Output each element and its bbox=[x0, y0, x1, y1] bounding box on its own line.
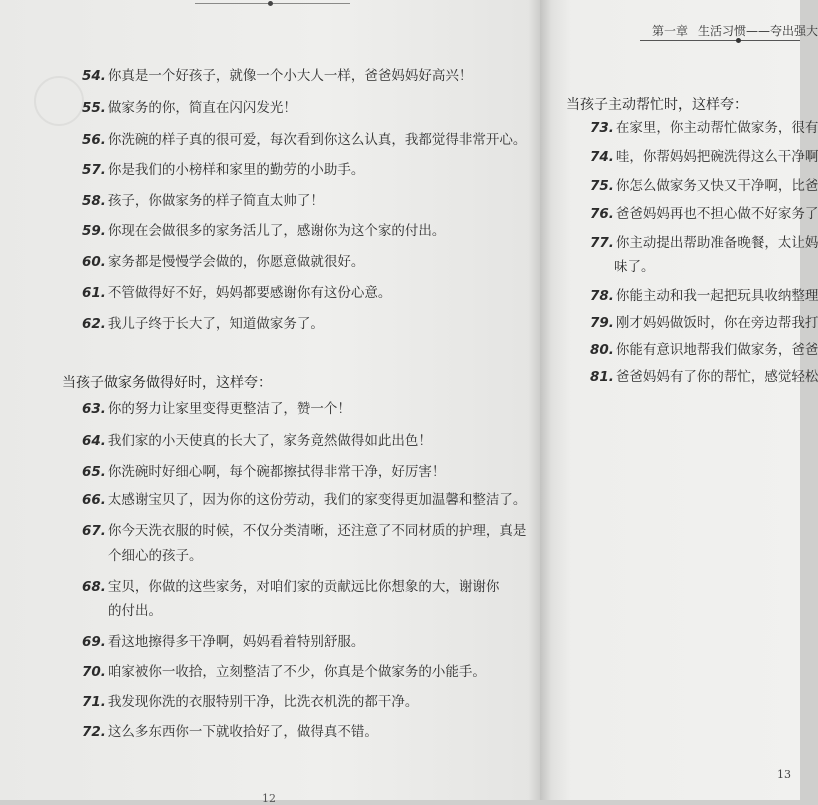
list-item: 62. 我儿子终于长大了，知道做家务了。 bbox=[82, 316, 324, 332]
list-item: 57. 你是我们的小榜样和家里的勤劳的小助手。 bbox=[82, 162, 365, 178]
list-item: 54. 你真是一个好孩子，就像一个小大人一样，爸爸妈妈好高兴！ bbox=[82, 68, 473, 84]
list-item: 74. 哇，你帮妈妈把碗洗得这么干净啊 bbox=[590, 149, 818, 165]
list-item: 76. 爸爸妈妈再也不担心做不好家务了 bbox=[590, 206, 818, 222]
right-header-rule bbox=[640, 40, 800, 41]
list-item: 63. 你的努力让家里变得更整洁了，赞一个！ bbox=[82, 401, 351, 417]
list-item-continuation: 的付出。 bbox=[108, 603, 162, 619]
running-header bbox=[652, 22, 818, 39]
book-gutter bbox=[528, 0, 552, 800]
list-item: 55. 做家务的你，简直在闪闪发光！ bbox=[82, 100, 297, 116]
list-item: 60. 家务都是慢慢学会做的，你愿意做就很好。 bbox=[82, 254, 365, 270]
list-item: 66. 太感谢宝贝了，因为你的这份劳动，我们的家变得更加温馨和整洁了。 bbox=[82, 492, 527, 508]
left-page-number: 12 bbox=[262, 792, 276, 805]
list-item: 75. 你怎么做家务又快又干净啊，比爸 bbox=[590, 178, 818, 194]
list-item: 71. 我发现你洗的衣服特别干净，比洗衣机洗的都干净。 bbox=[82, 694, 419, 710]
chapter-label: 第一章 bbox=[652, 24, 689, 38]
left-header-dot bbox=[268, 1, 273, 6]
list-item: 64. 我们家的小天使真的长大了，家务竟然做得如此出色！ bbox=[82, 433, 432, 449]
list-item-continuation: 味了。 bbox=[614, 259, 655, 275]
list-item: 58. 孩子，你做家务的样子简直太帅了！ bbox=[82, 193, 324, 209]
right-page-number: 13 bbox=[777, 768, 791, 781]
right-section-heading: 当孩子主动帮忙时，这样夸： bbox=[566, 97, 748, 113]
list-item: 56. 你洗碗的样子真的很可爱，每次看到你这么认真，我都觉得非常开心。 bbox=[82, 132, 527, 148]
list-item: 70. 咱家被你一收拾，立刻整洁了不少，你真是个做家务的小能手。 bbox=[82, 664, 486, 680]
list-item: 81. 爸爸妈妈有了你的帮忙，感觉轻松 bbox=[590, 369, 818, 385]
section-heading: 当孩子做家务做得好时，这样夸： bbox=[62, 375, 272, 391]
faded-emblem bbox=[34, 76, 84, 126]
list-item: 69. 看这地擦得多干净啊，妈妈看着特别舒服。 bbox=[82, 634, 365, 650]
list-item: 68. 宝贝，你做的这些家务，对咱们家的贡献远比你想象的大，谢谢你 bbox=[82, 579, 500, 595]
list-item: 67. 你今天洗衣服的时候，不仅分类清晰，还注意了不同材质的护理，真是 bbox=[82, 523, 527, 539]
list-item: 80. 你能有意识地帮我们做家务，爸爸 bbox=[590, 342, 818, 358]
list-item: 79. 刚才妈妈做饭时，你在旁边帮我打 bbox=[590, 315, 818, 331]
list-item: 73. 在家里，你主动帮忙做家务，很有 bbox=[590, 120, 818, 136]
list-item-continuation: 个细心的孩子。 bbox=[108, 548, 203, 564]
chapter-title: 生活习惯——夸出强大 bbox=[698, 24, 818, 38]
list-item: 78. 你能主动和我一起把玩具收纳整理 bbox=[590, 288, 818, 304]
list-item: 72. 这么多东西你一下就收拾好了，做得真不错。 bbox=[82, 724, 378, 740]
list-item: 61. 不管做得好不好，妈妈都要感谢你有这份心意。 bbox=[82, 285, 392, 301]
list-item: 59. 你现在会做很多的家务活儿了，感谢你为这个家的付出。 bbox=[82, 223, 446, 239]
list-item: 65. 你洗碗时好细心啊，每个碗都擦拭得非常干净，好厉害！ bbox=[82, 464, 446, 480]
right-header-dot bbox=[736, 38, 741, 43]
list-item: 77. 你主动提出帮助准备晚餐，太让妈 bbox=[590, 235, 818, 251]
